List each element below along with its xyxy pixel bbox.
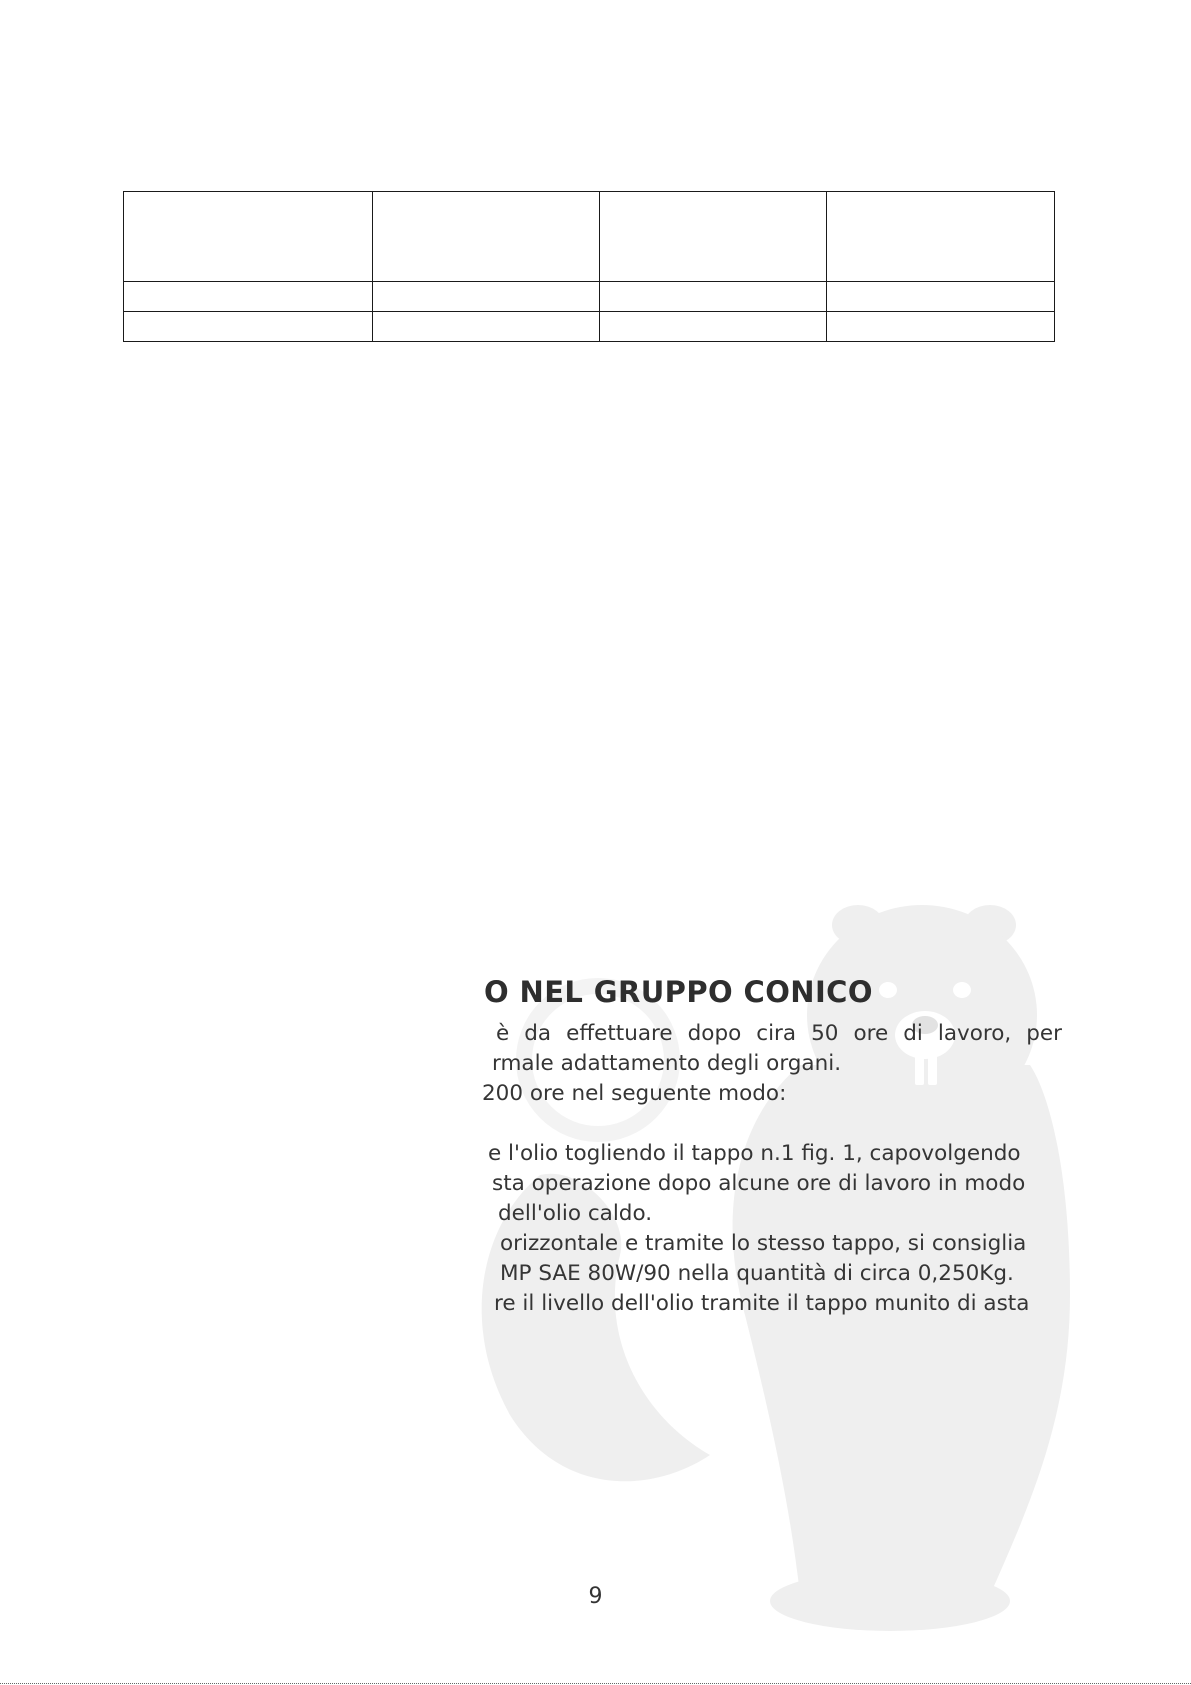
paragraph-line-justified <box>482 1019 1062 1049</box>
table-cell <box>373 312 600 342</box>
paragraph-line: re il livello dell'olio tramite il tappo munito di asta <box>494 1291 1030 1316</box>
section-heading: O NEL GRUPPO CONICO <box>484 975 873 1009</box>
blank-line <box>482 1109 1062 1139</box>
word: è <box>496 1021 510 1046</box>
page-edge-divider <box>0 1683 1191 1684</box>
word: lavoro, <box>937 1021 1012 1046</box>
word: dopo <box>687 1021 742 1046</box>
page-number: 9 <box>588 1584 603 1609</box>
table-cell <box>373 192 600 282</box>
word: ore <box>853 1021 889 1046</box>
paragraph-line: MP SAE 80W/90 nella quantità di circa 0,250Kg. <box>500 1261 1014 1286</box>
word: da <box>524 1021 552 1046</box>
table-cell <box>827 282 1055 312</box>
paragraph-line: rmale adattamento degli organi. <box>492 1051 842 1076</box>
table-row <box>124 312 1055 342</box>
word: 50 <box>811 1021 839 1046</box>
table-header-row <box>124 192 1055 282</box>
table-cell <box>124 282 373 312</box>
table-row <box>124 282 1055 312</box>
table-cell <box>600 312 827 342</box>
paragraph-line: orizzontale e tramite lo stesso tappo, si consiglia <box>500 1231 1027 1256</box>
paragraph-line: e l'olio togliendo il tappo n.1 fig. 1, capovolgendo <box>488 1141 1021 1166</box>
section-oil-change <box>482 975 1062 1319</box>
table-cell <box>124 312 373 342</box>
table-cell <box>600 282 827 312</box>
paragraph-line: 200 ore nel seguente modo: <box>482 1081 787 1106</box>
paragraph-line: sta operazione dopo alcune ore di lavoro in modo <box>492 1171 1026 1196</box>
paragraph-line: dell'olio caldo. <box>498 1201 653 1226</box>
table-cell <box>827 192 1055 282</box>
table-cell <box>124 192 373 282</box>
word: effettuare <box>566 1021 673 1046</box>
word: cira <box>756 1021 797 1046</box>
word: di <box>903 1021 923 1046</box>
table-cell <box>373 282 600 312</box>
word: per <box>1026 1021 1062 1046</box>
table-cell <box>600 192 827 282</box>
table-cell <box>827 312 1055 342</box>
empty-data-table <box>123 191 1055 342</box>
